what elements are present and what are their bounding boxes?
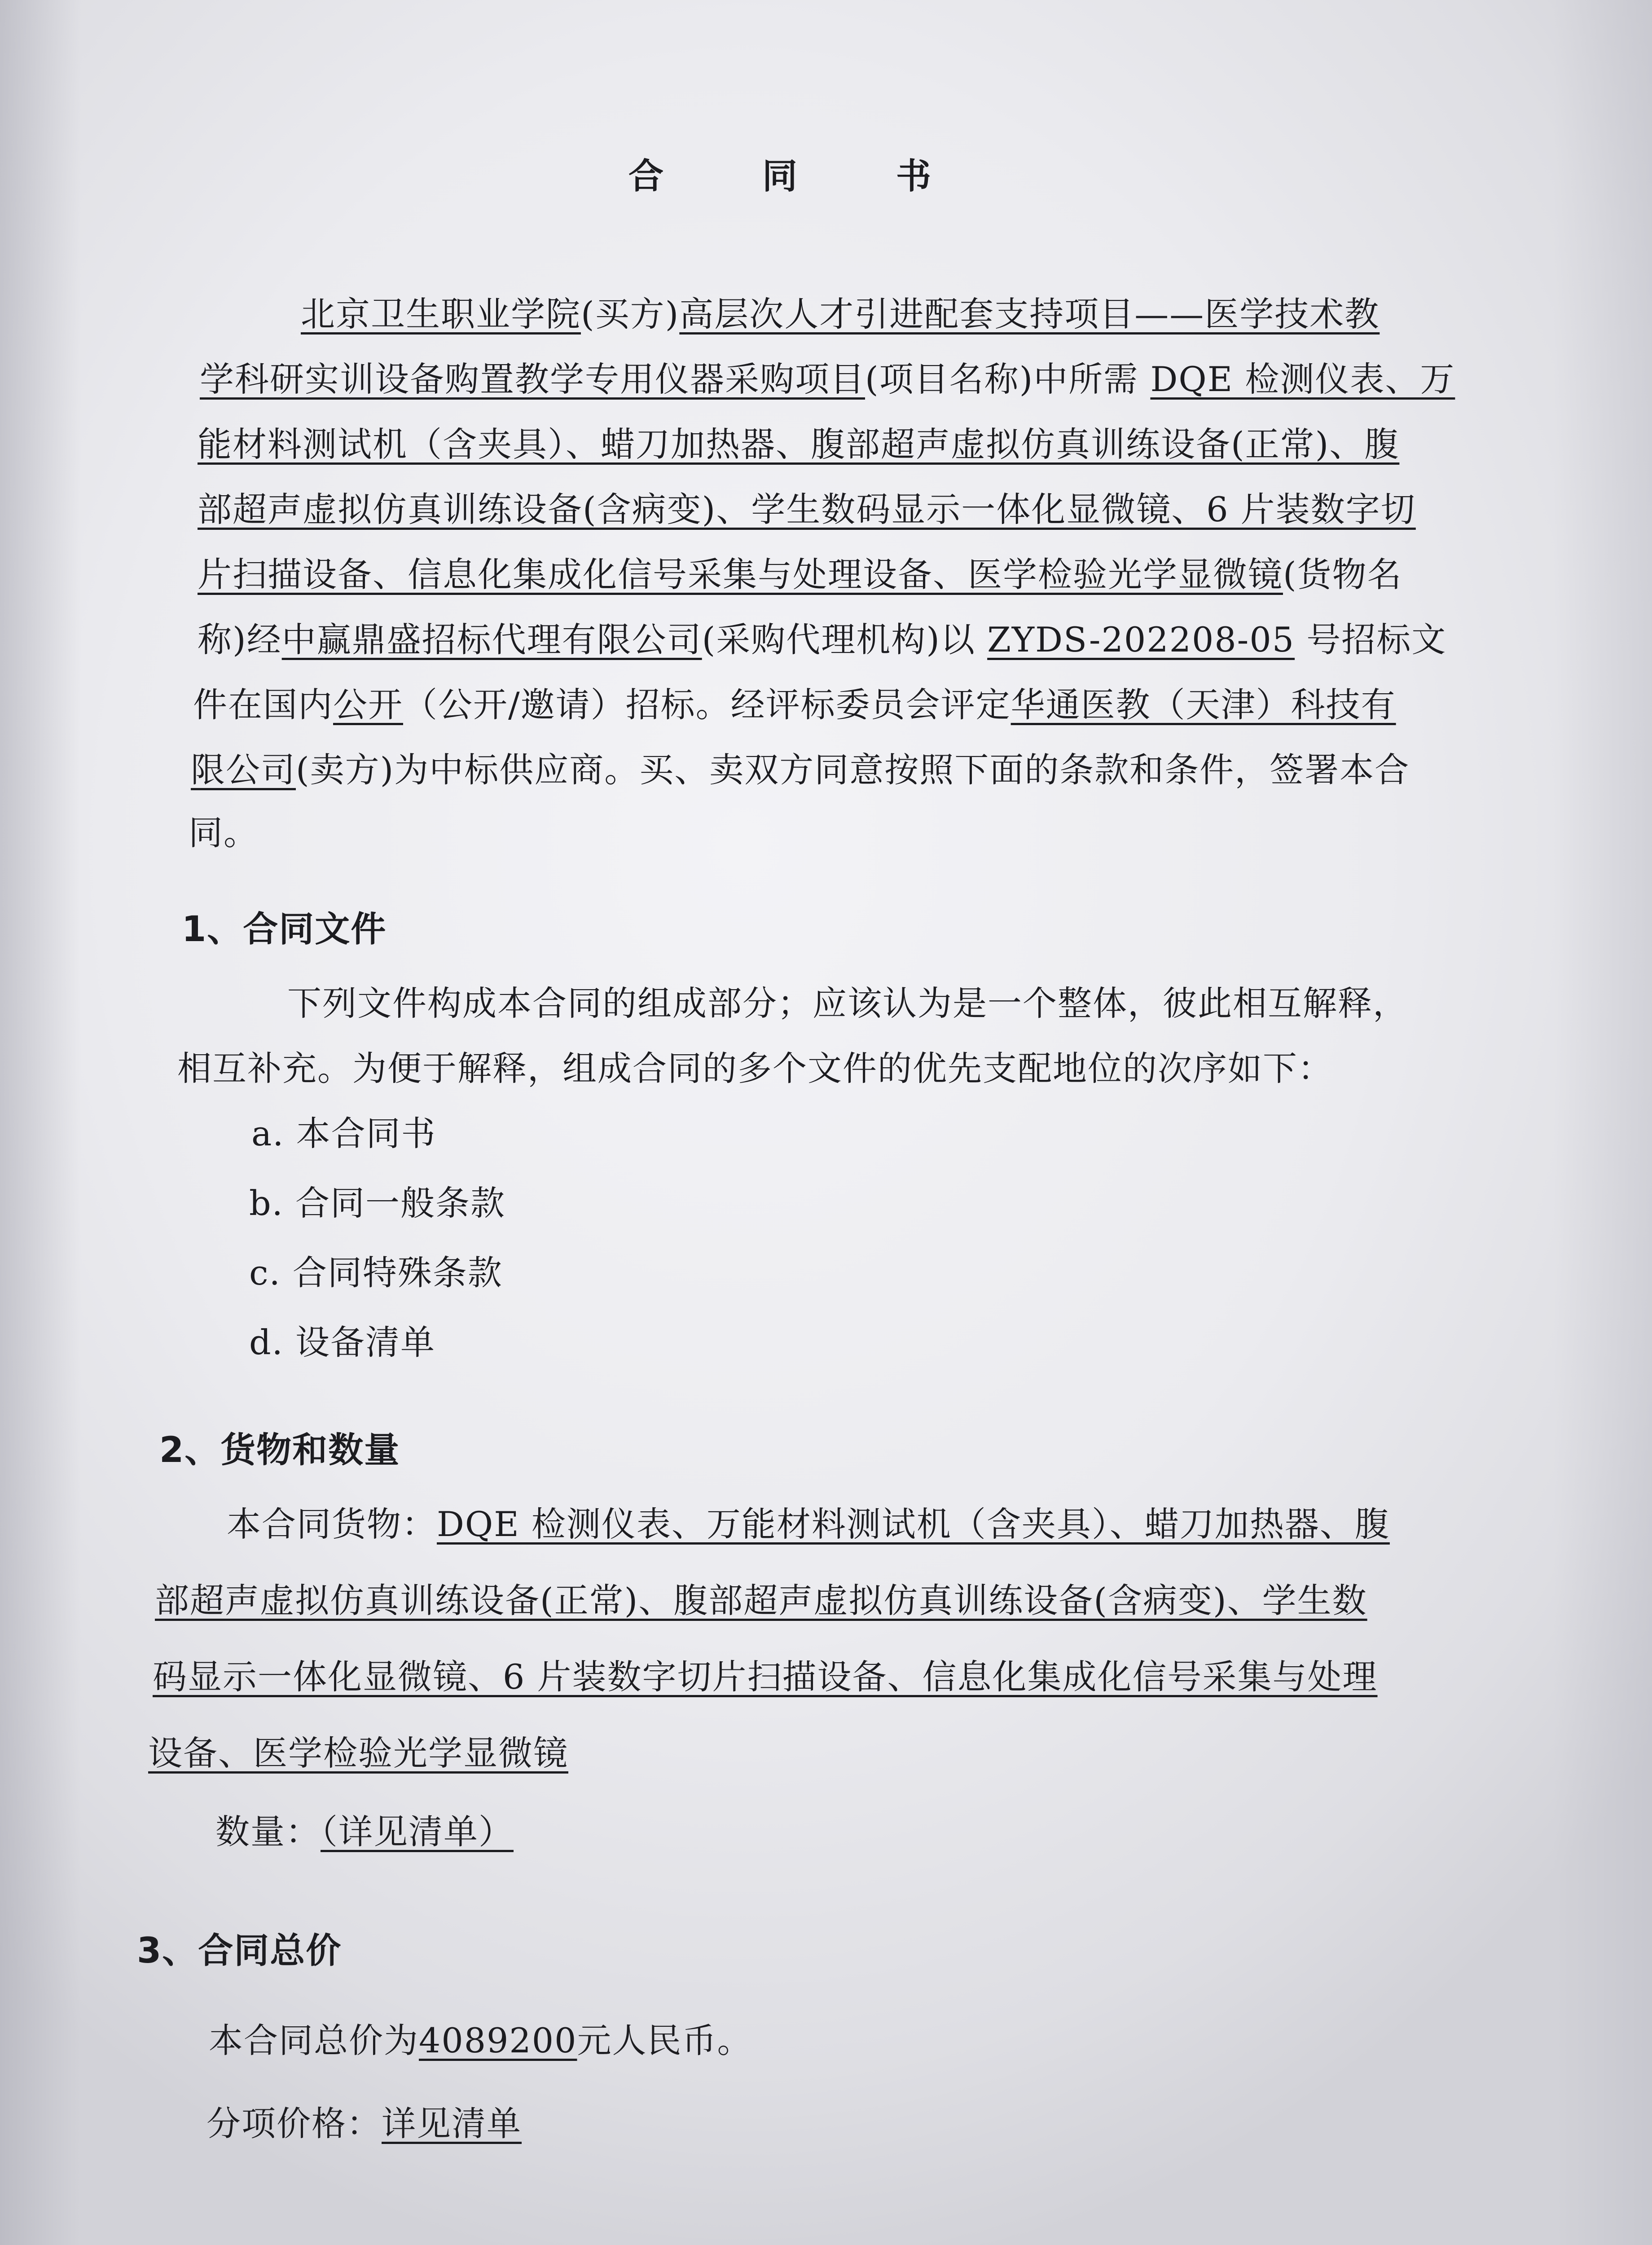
- quantity-line: 数量：（详见清单）: [215, 1812, 514, 1852]
- agency-name: 中赢鼎盛招标代理有限公司: [281, 620, 702, 660]
- section-1-heading: 1、合同文件: [182, 909, 387, 950]
- document-list-item: a. 本合同书: [251, 1114, 436, 1153]
- intro-line-7: 件在国内公开（公开/邀请）招标。经评标委员会评定华通医教（天津）科技有: [193, 685, 1396, 725]
- intro-line-2: 学科研实训设备购置教学专用仪器采购项目(项目名称)中所需 DQE 检测仪表、万: [200, 359, 1455, 399]
- goods-line-4: 设备、医学检验光学显微镜: [148, 1733, 568, 1773]
- section-3-heading: 3、合同总价: [137, 1931, 342, 1971]
- seller-name-part-1: 华通医教（天津）科技有: [1011, 685, 1396, 725]
- intro-line-5: 片扫描设备、信息化集成化信号采集与处理设备、医学检验光学显微镜(货物名: [198, 555, 1402, 594]
- document-list-item: c. 合同特殊条款: [249, 1253, 503, 1293]
- intro-line-4: 部超声虚拟仿真训练设备(含病变)、学生数码显示一体化显微镜、6 片装数字切: [198, 489, 1416, 529]
- document-list-item: d. 设备清单: [249, 1322, 435, 1362]
- intro-line-1: 北京卫生职业学院(买方)高层次人才引进配套支持项目——医学技术教: [301, 294, 1380, 334]
- intro-line-8: 限公司(卖方)为中标供应商。买、卖双方同意按照下面的条款和条件，签署本合: [191, 750, 1410, 790]
- project-name-part-2: 学科研实训设备购置教学专用仪器采购项目: [200, 359, 865, 399]
- quantity-value: （详见清单）: [321, 1812, 514, 1852]
- intro-line-9: 同。: [189, 813, 259, 853]
- intro-line-3: 能材料测试机（含夹具）、蜡刀加热器、腹部超声虚拟仿真训练设备(正常)、腹: [198, 424, 1400, 464]
- seller-name-part-2: 限公司: [191, 750, 296, 790]
- tender-type: 公开: [333, 685, 403, 725]
- buyer-name: 北京卫生职业学院: [301, 294, 581, 334]
- total-price-line: 本合同总价为4089200元人民币。: [209, 2020, 752, 2060]
- goods-line-1: 本合同货物：DQE 检测仪表、万能材料测试机（含夹具）、蜡刀加热器、腹: [227, 1504, 1390, 1544]
- goods-line-3: 码显示一体化显微镜、6 片装数字切片扫描设备、信息化集成化信号采集与处理: [153, 1657, 1378, 1697]
- total-price-value: 4089200: [419, 2020, 577, 2060]
- goods-line-2: 部超声虚拟仿真训练设备(正常)、腹部超声虚拟仿真训练设备(含病变)、学生数: [155, 1580, 1367, 1620]
- document-list-item: b. 合同一般条款: [249, 1183, 505, 1223]
- page-shadow-left: [0, 0, 81, 2245]
- itemized-price-value: 详见清单: [382, 2104, 522, 2144]
- project-name-part-1: 高层次人才引进配套支持项目——医学技术教: [679, 294, 1380, 334]
- section-1-para-line-2: 相互补充。为便于解释，组成合同的多个文件的优先支配地位的次序如下：: [177, 1048, 1333, 1088]
- itemized-price-line: 分项价格：详见清单: [206, 2104, 522, 2144]
- section-1-para-line-1: 下列文件构成本合同的组成部分；应该认为是一个整体，彼此相互解释，: [287, 983, 1408, 1023]
- tender-number: ZYDS-202208-05: [987, 620, 1295, 660]
- intro-line-6: 称)经中赢鼎盛招标代理有限公司(采购代理机构)以 ZYDS-202208-05 号招标文: [198, 620, 1447, 660]
- section-2-heading: 2、货物和数量: [159, 1430, 400, 1470]
- goods-list-part-1: DQE 检测仪表、万: [1150, 359, 1455, 399]
- document-title: 合同书: [628, 156, 1030, 197]
- page-shadow-right: [1553, 0, 1652, 2245]
